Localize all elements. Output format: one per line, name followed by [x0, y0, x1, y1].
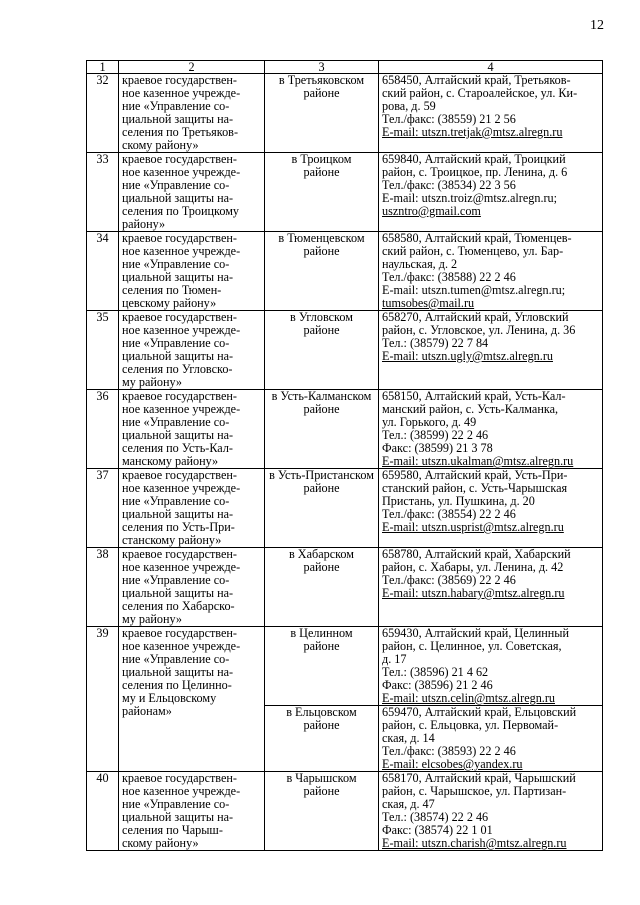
- organization-line: ние «Управление со-: [122, 178, 230, 192]
- organization-line: ние «Управление со-: [122, 652, 230, 666]
- address-cell: [379, 627, 603, 706]
- organization-line: районам»: [122, 704, 172, 718]
- district-line: в Усть-Калманском: [271, 389, 372, 403]
- district-line: районе: [303, 323, 340, 337]
- address-line: Тел./факс: (38593) 22 2 46: [382, 744, 516, 758]
- organization-line: селения по Целинно-: [122, 678, 232, 692]
- address-line: Тел./факс: (38554) 22 2 46: [382, 507, 516, 521]
- address-line: район, с. Чарышское, ул. Партизан-: [382, 784, 567, 798]
- address-line: наульская, д. 2: [382, 257, 458, 271]
- address-line: ский район, с. Тюменцево, ул. Бар-: [382, 244, 564, 258]
- email-link[interactable]: E-mail: utszn.ukalman@mtsz.alregn.ru: [382, 454, 574, 468]
- row-number-cell: 34: [87, 232, 119, 311]
- address-line: ская, д. 14: [382, 731, 435, 745]
- district-line: в Троицком: [291, 152, 352, 166]
- address-line: Тел.: (38599) 22 2 46: [382, 428, 489, 442]
- district-line: районе: [303, 718, 340, 732]
- district-line: в Усть-Пристанском: [269, 468, 374, 482]
- organization-line: ние «Управление со-: [122, 99, 230, 113]
- organization-cell: [119, 469, 265, 548]
- organization-line: селения по Троицкому: [122, 204, 239, 218]
- district-line: районе: [303, 481, 340, 495]
- organization-line: ние «Управление со-: [122, 797, 230, 811]
- organization-line: краевое государствен-: [122, 231, 237, 245]
- organization-line: циальной защиты на-: [122, 507, 234, 521]
- organization-line: циальной защиты на-: [122, 665, 234, 679]
- district-line: районе: [303, 784, 340, 798]
- organization-line: ное казенное учрежде-: [122, 481, 241, 495]
- address-line: 659470, Алтайский край, Ельцовский: [382, 705, 577, 719]
- district-cell: [265, 390, 379, 469]
- address-cell: [379, 153, 603, 232]
- organization-line: ное казенное учрежде-: [122, 639, 241, 653]
- organization-line: циальной защиты на-: [122, 270, 234, 284]
- organization-line: циальной защиты на-: [122, 191, 234, 205]
- district-cell: [265, 74, 379, 153]
- header-cell-number: 1: [87, 61, 119, 74]
- email-link[interactable]: E-mail: utszn.charish@mtsz.alregn.ru: [382, 836, 567, 850]
- table-row: [87, 232, 603, 311]
- district-cell: [265, 772, 379, 851]
- organization-line: му району»: [122, 612, 182, 626]
- organization-line: цевскому району»: [122, 296, 217, 310]
- district-line: районе: [303, 165, 340, 179]
- address-line: Факс: (38596) 21 2 46: [382, 678, 493, 692]
- organization-cell: [119, 311, 265, 390]
- address-line: ская, д. 47: [382, 797, 435, 811]
- email-link[interactable]: E-mail: utszn.habary@mtsz.alregn.ru: [382, 586, 565, 600]
- organization-line: краевое государствен-: [122, 389, 237, 403]
- organization-cell: [119, 153, 265, 232]
- row-number-cell: 38: [87, 548, 119, 627]
- header-cell-address: 4: [379, 61, 603, 74]
- organization-cell: [119, 390, 265, 469]
- address-line: 658580, Алтайский край, Тюменцев-: [382, 231, 572, 245]
- district-cell: [265, 548, 379, 627]
- organization-line: краевое государствен-: [122, 626, 237, 640]
- address-line: 659430, Алтайский край, Целинный: [382, 626, 569, 640]
- organization-line: селения по Усть-Кал-: [122, 441, 233, 455]
- email-link[interactable]: tumsobes@mail.ru: [382, 296, 475, 310]
- address-cell: [379, 311, 603, 390]
- table-row: [87, 469, 603, 548]
- address-line: Пристань, ул. Пушкина, д. 20: [382, 494, 535, 508]
- table-row: [87, 772, 603, 851]
- address-cell: [379, 390, 603, 469]
- organization-line: станскому району»: [122, 533, 222, 547]
- address-line: Факс: (38599) 21 3 78: [382, 441, 493, 455]
- address-line: район, с. Троицкое, пр. Ленина, д. 6: [382, 165, 568, 179]
- table-row: [87, 390, 603, 469]
- address-cell: [379, 706, 603, 772]
- table-header-row: [87, 61, 603, 74]
- address-line: 658450, Алтайский край, Третьяков-: [382, 73, 571, 87]
- table-row: [87, 311, 603, 390]
- address-line: ул. Горького, д. 49: [382, 415, 477, 429]
- address-line: 658270, Алтайский край, Угловский: [382, 310, 569, 324]
- district-line: в Хабарском: [288, 547, 354, 561]
- organization-line: ное казенное учрежде-: [122, 560, 241, 574]
- email-link[interactable]: E-mail: utszn.usprist@mtsz.alregn.ru: [382, 520, 564, 534]
- district-cell: [265, 311, 379, 390]
- address-line: Тел./факс: (38534) 22 3 56: [382, 178, 516, 192]
- organization-line: краевое государствен-: [122, 771, 237, 785]
- district-line: в Третьяковском: [278, 73, 365, 87]
- address-line: район, с. Хабары, ул. Ленина, д. 42: [382, 560, 564, 574]
- address-line: район, с. Целинное, ул. Советская,: [382, 639, 562, 653]
- organization-line: селения по Чарыш-: [122, 823, 223, 837]
- district-line: в Угловском: [290, 310, 353, 324]
- address-line: Тел.: (38596) 21 4 62: [382, 665, 489, 679]
- organization-line: краевое государствен-: [122, 547, 237, 561]
- row-number-cell: 40: [87, 772, 119, 851]
- address-line: Тел./факс: (38569) 22 2 46: [382, 573, 516, 587]
- email-link[interactable]: E-mail: utszn.tumen@mtsz.alregn.ru;: [382, 283, 566, 297]
- organization-line: му району»: [122, 375, 182, 389]
- district-line: в Тюменцевском: [278, 231, 365, 245]
- address-line: район, с. Угловское, ул. Ленина, д. 36: [382, 323, 576, 337]
- district-cell: [265, 627, 379, 706]
- row-number-cell: 32: [87, 74, 119, 153]
- table-row: [87, 153, 603, 232]
- organization-line: циальной защиты на-: [122, 810, 234, 824]
- organization-line: ние «Управление со-: [122, 494, 230, 508]
- table-row: [87, 74, 603, 153]
- address-line: 658170, Алтайский край, Чарышский: [382, 771, 576, 785]
- organization-line: ние «Управление со-: [122, 257, 230, 271]
- email-link[interactable]: uszntro@gmail.com: [382, 204, 481, 218]
- organization-line: району»: [122, 217, 166, 231]
- email-link[interactable]: E-mail: utszn.tretjak@mtsz.alregn.ru: [382, 125, 563, 139]
- address-line: Факс: (38574) 22 1 01: [382, 823, 493, 837]
- address-line: рова, д. 59: [382, 99, 436, 113]
- organization-line: му и Ельцовскому: [122, 691, 217, 705]
- district-cell: [265, 153, 379, 232]
- district-line: районе: [303, 244, 340, 258]
- row-number-cell: 35: [87, 311, 119, 390]
- row-number-cell: 37: [87, 469, 119, 548]
- offices-table: [86, 60, 603, 851]
- organization-line: ное казенное учрежде-: [122, 165, 241, 179]
- address-line: Тел.: (38574) 22 2 46: [382, 810, 489, 824]
- organization-line: циальной защиты на-: [122, 349, 234, 363]
- email-link[interactable]: E-mail: utszn.celin@mtsz.alregn.ru: [382, 691, 555, 705]
- address-line: д. 17: [382, 652, 407, 666]
- organization-cell: [119, 548, 265, 627]
- organization-line: селения по Угловско-: [122, 362, 233, 376]
- address-line: Тел./факс: (38559) 21 2 56: [382, 112, 516, 126]
- address-cell: [379, 469, 603, 548]
- table-row: [87, 548, 603, 627]
- organization-cell: [119, 74, 265, 153]
- organization-line: краевое государствен-: [122, 310, 237, 324]
- address-line: 659840, Алтайский край, Троицкий: [382, 152, 566, 166]
- organization-line: краевое государствен-: [122, 73, 237, 87]
- header-cell-organization: 2: [119, 61, 265, 74]
- organization-line: селения по Тюмен-: [122, 283, 222, 297]
- email-link[interactable]: E-mail: utszn.troiz@mtsz.alregn.ru;: [382, 191, 558, 205]
- organization-line: селения по Третьяков-: [122, 125, 239, 139]
- row-number-cell: 36: [87, 390, 119, 469]
- district-line: в Целинном: [290, 626, 353, 640]
- address-line: манский район, с. Усть-Калманка,: [382, 402, 559, 416]
- organization-line: скому району»: [122, 836, 199, 850]
- address-line: 658780, Алтайский край, Хабарский: [382, 547, 571, 561]
- organization-line: циальной защиты на-: [122, 586, 234, 600]
- district-line: районе: [303, 639, 340, 653]
- district-cell: [265, 706, 379, 772]
- organization-line: скому району»: [122, 138, 199, 152]
- district-line: районе: [303, 560, 340, 574]
- organization-line: краевое государствен-: [122, 468, 237, 482]
- page-number: 12: [590, 18, 604, 33]
- email-link[interactable]: E-mail: elcsobes@yandex.ru: [382, 757, 523, 771]
- organization-line: ное казенное учрежде-: [122, 86, 241, 100]
- organization-line: ное казенное учрежде-: [122, 402, 241, 416]
- organization-line: селения по Хабарско-: [122, 599, 235, 613]
- table-row: [87, 627, 603, 706]
- address-cell: [379, 74, 603, 153]
- district-line: районе: [303, 402, 340, 416]
- organization-line: ние «Управление со-: [122, 415, 230, 429]
- district-line: в Чарышском: [286, 771, 357, 785]
- organization-cell: [119, 232, 265, 311]
- address-cell: [379, 772, 603, 851]
- address-line: Тел./факс: (38588) 22 2 46: [382, 270, 516, 284]
- address-line: 659580, Алтайский край, Усть-При-: [382, 468, 568, 482]
- district-cell: [265, 469, 379, 548]
- address-line: район, с. Ельцовка, ул. Первомай-: [382, 718, 559, 732]
- organization-line: манскому району»: [122, 454, 219, 468]
- district-line: в Ельцовском: [286, 705, 357, 719]
- row-number-cell: 33: [87, 153, 119, 232]
- address-line: 658150, Алтайский край, Усть-Кал-: [382, 389, 566, 403]
- row-number-cell: 39: [87, 627, 119, 772]
- address-line: ский район, с. Староалейское, ул. Ки-: [382, 86, 578, 100]
- organization-line: циальной защиты на-: [122, 428, 234, 442]
- organization-line: ное казенное учрежде-: [122, 323, 241, 337]
- organization-line: ное казенное учрежде-: [122, 244, 241, 258]
- email-link[interactable]: E-mail: utszn.ugly@mtsz.alregn.ru: [382, 349, 553, 363]
- district-cell: [265, 232, 379, 311]
- header-cell-district: 3: [265, 61, 379, 74]
- organization-line: ние «Управление со-: [122, 336, 230, 350]
- organization-line: селения по Усть-При-: [122, 520, 235, 534]
- organization-cell: [119, 627, 265, 772]
- address-line: станский район, с. Усть-Чарышская: [382, 481, 568, 495]
- organization-cell: [119, 772, 265, 851]
- address-cell: [379, 232, 603, 311]
- organization-line: ное казенное учрежде-: [122, 784, 241, 798]
- organization-line: ние «Управление со-: [122, 573, 230, 587]
- address-cell: [379, 548, 603, 627]
- district-line: районе: [303, 86, 340, 100]
- organization-line: краевое государствен-: [122, 152, 237, 166]
- organization-line: циальной защиты на-: [122, 112, 234, 126]
- address-line: Тел.: (38579) 22 7 84: [382, 336, 489, 350]
